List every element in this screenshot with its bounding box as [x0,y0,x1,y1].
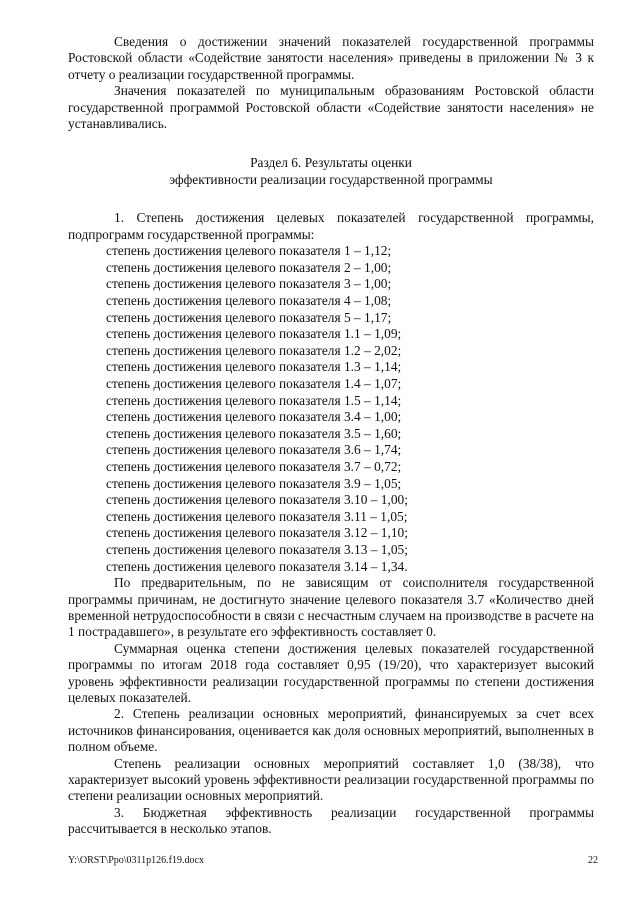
paragraph-summary-score: Суммарная оценка степени достижения целевых показателей государственной программы по итогам 2018 года составляет 0,95 (19/20), что характеризует высокий уровень эффективности реализации государственной программы по степени достижения целевых показателей. [68,640,594,705]
list-item: степень достижения целевого показателя 1.3 – 1,14; [106,359,402,375]
section-title-line1: Раздел 6. Результаты оценки [250,155,412,171]
page-footer [68,855,598,866]
list-item: степень достижения целевого показателя 3.14 – 1,34. [106,558,408,574]
list-item: степень достижения целевого показателя 3.11 – 1,05; [106,508,408,524]
list-item: степень достижения целевого показателя 1.5 – 1,14; [106,392,402,408]
paragraph-indicator-3-7: По предварительным, по не зависящим от соисполнителя государственной программы причинам, не достигнуто значение целевого показателя 3.7 «Количество дней временной нетрудоспособности в связи с несчастным случаем на производстве в расчете на 1 пострадавшего», в результате его эффективность составляет 0. [68,575,594,640]
section-title-line2: эффективности реализации государственной программы [169,172,493,188]
list-item: степень достижения целевого показателя 3.6 – 1,74; [106,442,402,458]
indicator-list [68,243,594,575]
list-item: степень достижения целевого показателя 3.5 – 1,60; [106,425,402,441]
footer-file-path: Y:\ORST\Ppo\0311p126.f19.docx [68,855,204,866]
paragraph-intro: 1. Степень достижения целевых показателей государственной программы, подпрограмм государственной программы: [68,210,594,242]
list-item: степень достижения целевого показателя 3 – 1,00; [106,276,392,292]
paragraph-budget-efficiency: 3. Бюджетная эффективность реализации государственной программы рассчитывается в несколько этапов. [68,804,594,837]
paragraph-main-activities: 2. Степень реализации основных мероприятий, финансируемых за счет всех источников финансирования, оценивается как доля основных мероприятий, выполненных в полном объеме. [68,706,594,755]
list-item: степень достижения целевого показателя 1 – 1,12; [106,243,392,259]
paragraph-municipal-values: Значения показателей по муниципальным образованиям Ростовской области государственной программой Ростовской области «Содействие занятости населения» не устанавливались. [68,83,594,132]
list-item: степень достижения целевого показателя 3.10 – 1,00; [106,492,408,508]
section-heading [68,154,594,188]
paragraph-activities-score: Степень реализации основных мероприятий составляет 1,0 (38/38), что характеризует высокий уровень эффективности реализации государственной программы по степени реализации основных мероприятий. [68,755,594,804]
list-item: степень достижения целевого показателя 1.2 – 2,02; [106,342,402,358]
list-item: степень достижения целевого показателя 3.7 – 0,72; [106,458,402,474]
list-item: степень достижения целевого показателя 3.13 – 1,05; [106,541,408,557]
list-item: степень достижения целевого показателя 5 – 1,17; [106,309,392,325]
list-item: степень достижения целевого показателя 3.12 – 1,10; [106,525,408,541]
document-page [68,34,594,838]
list-item: степень достижения целевого показателя 3.4 – 1,00; [106,409,402,425]
list-item: степень достижения целевого показателя 1.4 – 1,07; [106,376,402,391]
list-item: степень достижения целевого показателя 1.1 – 1,09; [106,326,402,342]
page-number: 22 [588,855,598,866]
list-item: степень достижения целевого показателя 2 – 1,00; [106,259,392,275]
paragraph-indicators-info: Сведения о достижении значений показателей государственной программы Ростовской области «Содействие занятости населения» приведены в приложении № 3 к отчету о реализации государственной программы. [68,34,594,82]
list-item: степень достижения целевого показателя 3.9 – 1,05; [106,475,402,491]
list-item: степень достижения целевого показателя 4 – 1,08; [106,293,392,309]
